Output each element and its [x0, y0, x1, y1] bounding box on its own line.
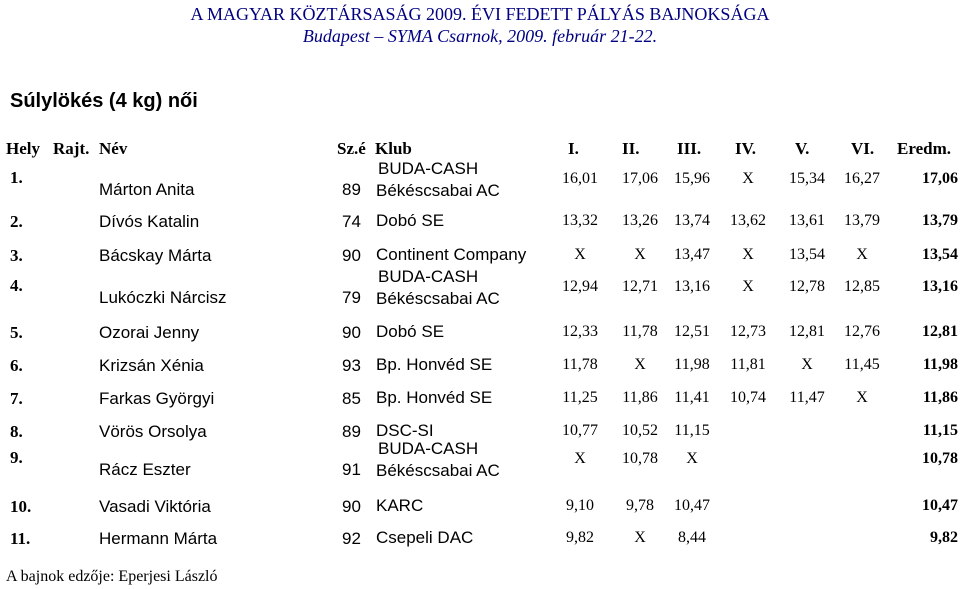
result-cell: 13,16: [922, 278, 958, 295]
coach-note: A bajnok edzője: Eperjesi László: [6, 568, 218, 585]
attempt-2: X: [634, 356, 646, 373]
attempt-2: 11,78: [622, 323, 658, 340]
athlete-name: Rácz Eszter: [99, 460, 191, 479]
birth-year: 90: [342, 246, 361, 265]
table-row: [0, 438, 960, 490]
athlete-name: Dívós Katalin: [99, 212, 200, 231]
table-row: [0, 317, 960, 349]
attempt-1: 11,78: [562, 356, 598, 373]
club-name: Bp. Honvéd SE: [376, 388, 493, 407]
birth-year: 74: [342, 212, 361, 231]
col-attempt-6: VI.: [851, 139, 875, 158]
attempt-1: 16,01: [562, 170, 598, 187]
birth-year: 85: [342, 389, 361, 408]
attempt-2: 9,78: [626, 497, 654, 514]
club-line-2: Békéscsabai AC: [376, 181, 500, 200]
attempt-6: X: [856, 246, 868, 263]
attempt-4: X: [742, 170, 754, 187]
club-line-2: Békéscsabai AC: [376, 461, 500, 480]
championship-title: A MAGYAR KÖZTÁRSASÁG 2009. ÉVI FEDETT PÁLYÁS BAJNOKSÁGA: [190, 4, 770, 24]
club-line-1: BUDA-CASH: [378, 267, 479, 286]
attempt-2: 17,06: [622, 170, 658, 187]
result-cell: 10,78: [922, 450, 958, 467]
row-divider: [0, 238, 960, 239]
attempt-5: 12,81: [789, 323, 825, 340]
col-attempt-1: I.: [568, 139, 579, 158]
athlete-name: Lukóczki Nárcisz: [99, 288, 227, 307]
result-cell: 11,86: [922, 389, 958, 406]
attempt-3: 12,51: [674, 323, 710, 340]
place-cell: 10.: [10, 497, 32, 516]
result-cell: 13,54: [922, 246, 958, 263]
place-cell: 5.: [10, 323, 23, 342]
place-cell: 1.: [10, 168, 23, 187]
col-name: Név: [99, 139, 128, 158]
place-cell: 9.: [10, 448, 23, 467]
table-row: [0, 523, 960, 555]
attempt-1: 11,25: [562, 389, 598, 406]
attempt-3: 13,16: [674, 278, 710, 295]
birth-year: 89: [342, 422, 361, 441]
club-name: Continent Company: [376, 245, 527, 264]
col-attempt-5: V.: [795, 139, 810, 158]
attempt-1: 9,10: [566, 497, 594, 514]
club-line-2: Békéscsabai AC: [376, 289, 500, 308]
attempt-3: 10,47: [674, 497, 710, 514]
club-name: KARC: [376, 496, 424, 515]
place-cell: 7.: [10, 389, 23, 408]
athlete-name: Bácskay Márta: [99, 246, 212, 265]
attempt-5: 12,78: [789, 278, 825, 295]
attempt-3: 11,15: [674, 422, 710, 439]
attempt-4: 10,74: [730, 389, 766, 406]
attempt-3: X: [686, 450, 698, 467]
athlete-name: Vörös Orsolya: [99, 422, 207, 441]
attempt-4: X: [742, 278, 754, 295]
place-cell: 6.: [10, 356, 23, 375]
attempt-1: 9,82: [566, 529, 594, 546]
attempt-6: 12,85: [844, 278, 880, 295]
col-attempt-4: IV.: [735, 139, 756, 158]
venue-date: Budapest – SYMA Csarnok, 2009. február 21-22.: [302, 26, 658, 46]
athlete-name: Hermann Márta: [99, 529, 218, 548]
attempt-2: 11,86: [622, 389, 658, 406]
col-attempt-2: II.: [622, 139, 640, 158]
result-cell: 11,15: [922, 422, 958, 439]
result-cell: 13,79: [922, 212, 958, 229]
attempt-2: 10,52: [622, 422, 658, 439]
place-cell: 3.: [10, 246, 23, 265]
club-name: Csepeli DAC: [376, 528, 474, 547]
result-cell: 10,47: [922, 497, 958, 514]
club-name: Bp. Honvéd SE: [376, 355, 493, 374]
table-row: [0, 266, 960, 316]
col-result: Eredm.: [897, 139, 951, 158]
row-divider: [0, 204, 960, 205]
club-line-1: BUDA-CASH: [378, 439, 479, 458]
athlete-name: Márton Anita: [99, 180, 195, 199]
col-place: Hely: [6, 139, 40, 158]
athlete-name: Farkas Györgyi: [99, 389, 215, 408]
attempt-4: 13,62: [730, 212, 766, 229]
attempt-3: 13,74: [674, 212, 710, 229]
table-row: [0, 206, 960, 238]
club-name: DSC-SI: [376, 421, 434, 440]
result-cell: 12,81: [922, 323, 958, 340]
attempt-1: 13,32: [562, 212, 598, 229]
table-row: [0, 491, 960, 523]
table-row: [0, 350, 960, 382]
attempt-5: 13,54: [789, 246, 825, 263]
attempt-5: 13,61: [789, 212, 825, 229]
place-cell: 4.: [10, 276, 23, 295]
attempt-2: 12,71: [622, 278, 658, 295]
table-row: [0, 383, 960, 415]
birth-year: 90: [342, 323, 361, 342]
birth-year: 93: [342, 356, 361, 375]
birth-year: 91: [342, 460, 361, 479]
col-bib: Rajt.: [53, 139, 90, 158]
table-row: [0, 158, 960, 204]
attempt-5: X: [801, 356, 813, 373]
attempt-1: X: [574, 450, 586, 467]
attempt-3: 11,41: [674, 389, 710, 406]
attempt-4: 12,73: [730, 323, 766, 340]
attempt-3: 11,98: [674, 356, 710, 373]
club-name: Dobó SE: [376, 211, 445, 230]
attempt-5: 15,34: [789, 170, 825, 187]
attempt-2: X: [634, 529, 646, 546]
attempt-1: 12,94: [562, 278, 598, 295]
place-cell: 11.: [10, 529, 31, 548]
attempt-6: 11,45: [844, 356, 880, 373]
club-name: Dobó SE: [376, 322, 445, 341]
attempt-3: 15,96: [674, 170, 710, 187]
athlete-name: Ozorai Jenny: [99, 323, 200, 342]
place-cell: 2.: [10, 212, 23, 231]
attempt-2: X: [634, 246, 646, 263]
attempt-1: 10,77: [562, 422, 598, 439]
attempt-3: 13,47: [674, 246, 710, 263]
athlete-name: Vasadi Viktória: [99, 497, 211, 516]
result-cell: 11,98: [922, 356, 958, 373]
birth-year: 92: [342, 529, 361, 548]
attempt-6: 12,76: [844, 323, 880, 340]
event-title: Súlylökés (4 kg) női: [10, 90, 198, 112]
result-cell: 9,82: [930, 529, 958, 546]
col-attempt-3: III.: [677, 139, 702, 158]
col-club: Klub: [375, 139, 412, 158]
result-cell: 17,06: [922, 170, 958, 187]
attempt-4: 11,81: [730, 356, 766, 373]
attempt-3: 8,44: [678, 529, 706, 546]
attempt-6: X: [856, 389, 868, 406]
birth-year: 79: [342, 288, 361, 307]
attempt-6: 16,27: [844, 170, 880, 187]
attempt-2: 10,78: [622, 450, 658, 467]
attempt-6: 13,79: [844, 212, 880, 229]
attempt-1: 12,33: [562, 323, 598, 340]
athlete-name: Krizsán Xénia: [99, 356, 204, 375]
birth-year: 90: [342, 497, 361, 516]
attempt-2: 13,26: [622, 212, 658, 229]
club-line-1: BUDA-CASH: [378, 159, 479, 178]
col-year: Sz.é: [337, 139, 366, 158]
birth-year: 89: [342, 180, 361, 199]
attempt-4: X: [742, 246, 754, 263]
place-cell: 8.: [10, 422, 23, 441]
attempt-5: 11,47: [789, 389, 825, 406]
attempt-1: X: [574, 246, 586, 263]
